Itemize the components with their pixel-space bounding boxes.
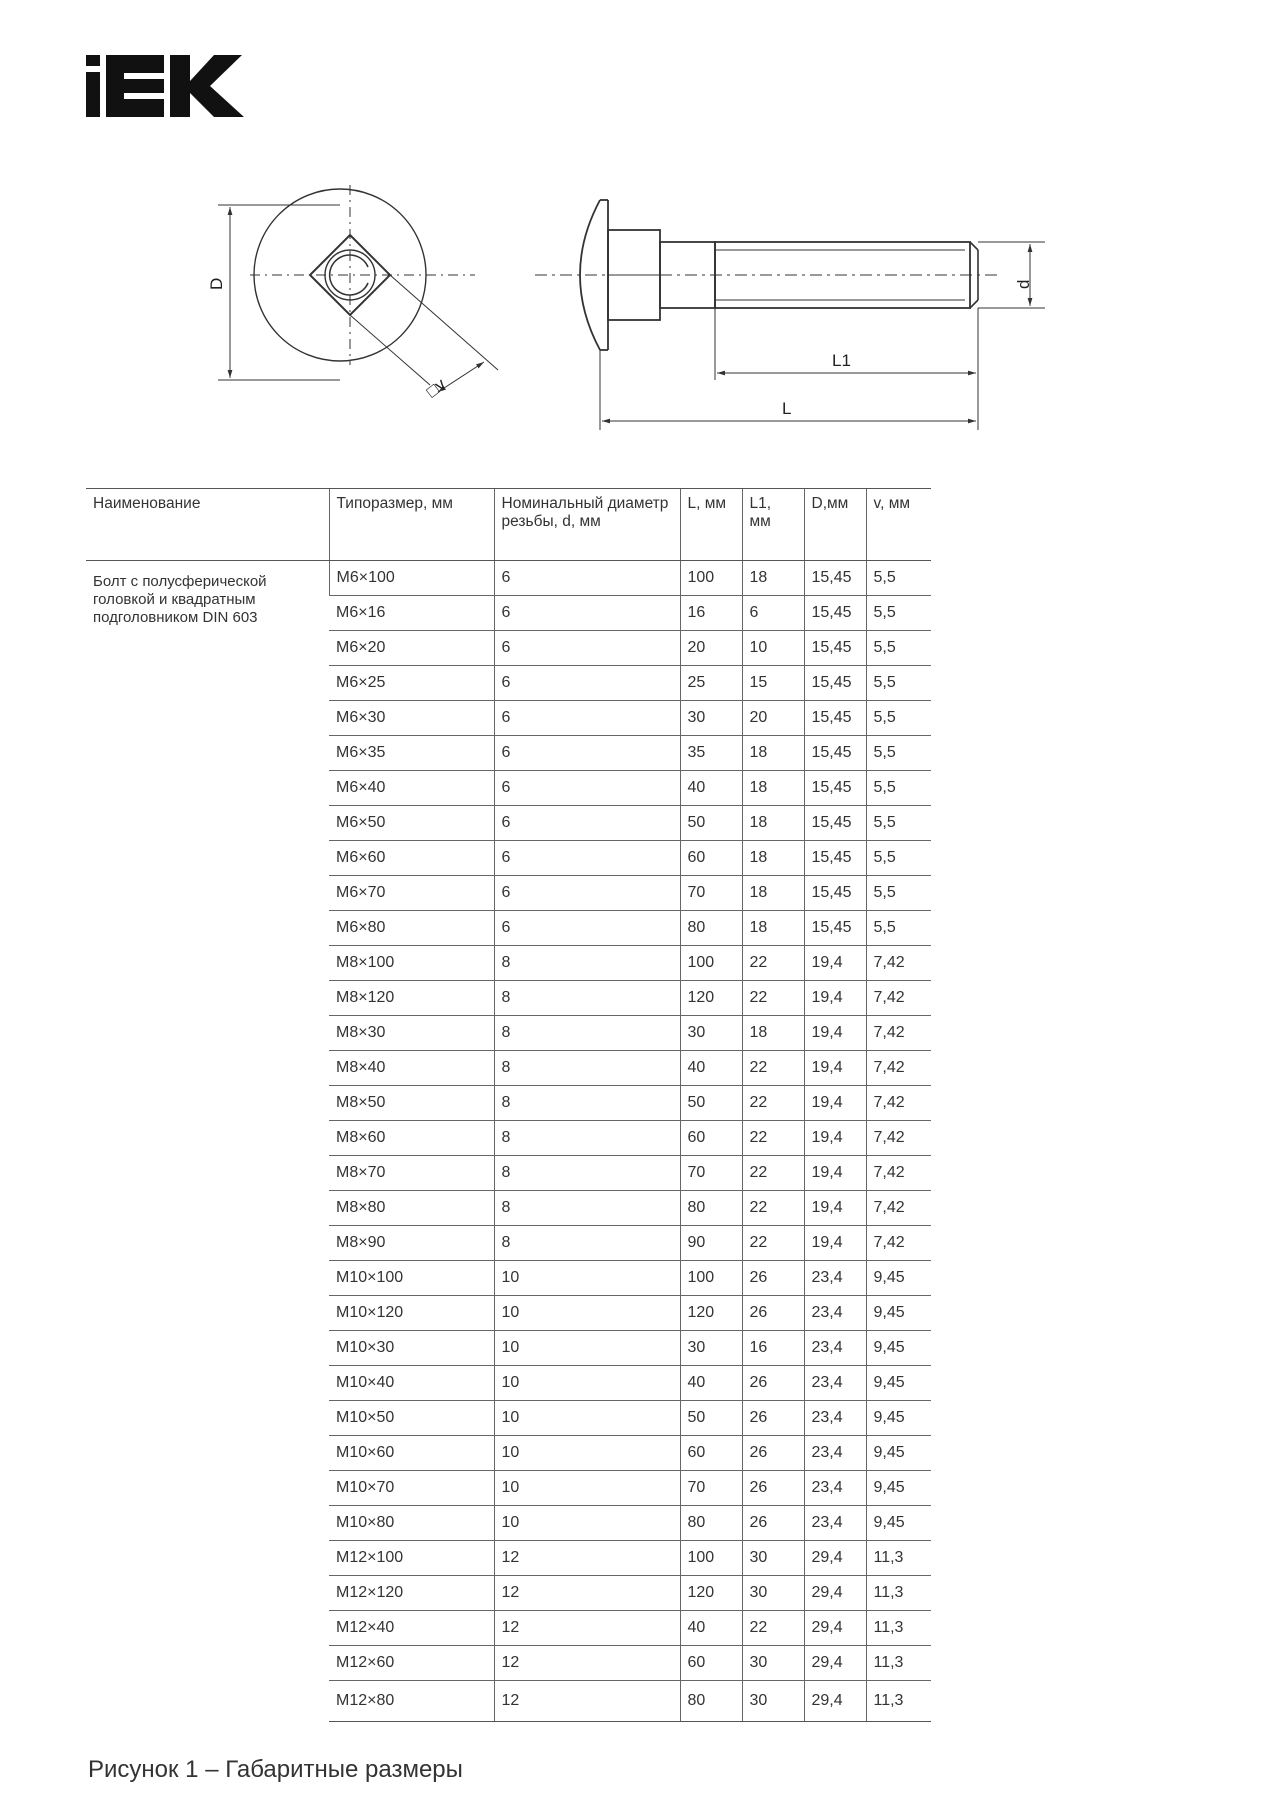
size-cell: M8×50 — [329, 1086, 494, 1121]
D-cell: 23,4 — [804, 1331, 866, 1366]
L1-cell: 26 — [742, 1506, 804, 1541]
L1-cell: 18 — [742, 841, 804, 876]
size-cell: M8×90 — [329, 1226, 494, 1261]
L-cell: 80 — [680, 1191, 742, 1226]
L-cell: 20 — [680, 631, 742, 666]
v-cell: 5,5 — [866, 876, 931, 911]
D-cell: 19,4 — [804, 1121, 866, 1156]
diameter-cell: 6 — [494, 771, 680, 806]
v-cell: 5,5 — [866, 841, 931, 876]
D-cell: 23,4 — [804, 1401, 866, 1436]
L1-cell: 26 — [742, 1436, 804, 1471]
diameter-cell: 6 — [494, 841, 680, 876]
L1-cell: 26 — [742, 1471, 804, 1506]
header-L: L, мм — [680, 489, 742, 561]
diameter-cell: 12 — [494, 1541, 680, 1576]
D-cell: 15,45 — [804, 841, 866, 876]
D-cell: 23,4 — [804, 1506, 866, 1541]
product-name-cell: Болт с полусферической головкой и квадратным подголовником DIN 603 — [86, 561, 329, 1722]
D-cell: 23,4 — [804, 1436, 866, 1471]
v-cell: 11,3 — [866, 1576, 931, 1611]
size-cell: M6×70 — [329, 876, 494, 911]
diameter-cell: 8 — [494, 1086, 680, 1121]
L-cell: 50 — [680, 806, 742, 841]
spec-table — [86, 488, 931, 1722]
v-cell: 7,42 — [866, 1226, 931, 1261]
diameter-cell: 12 — [494, 1576, 680, 1611]
L-cell: 70 — [680, 1471, 742, 1506]
diameter-cell: 8 — [494, 1121, 680, 1156]
L-cell: 90 — [680, 1226, 742, 1261]
diameter-cell: 6 — [494, 666, 680, 701]
diameter-cell: 10 — [494, 1401, 680, 1436]
size-cell: M10×30 — [329, 1331, 494, 1366]
L-cell: 40 — [680, 1611, 742, 1646]
diameter-cell: 6 — [494, 701, 680, 736]
D-cell: 15,45 — [804, 701, 866, 736]
diameter-cell: 6 — [494, 876, 680, 911]
diameter-cell: 6 — [494, 561, 680, 596]
size-cell: M12×40 — [329, 1611, 494, 1646]
D-cell: 19,4 — [804, 1226, 866, 1261]
L1-cell: 22 — [742, 1051, 804, 1086]
diameter-cell: 10 — [494, 1261, 680, 1296]
size-cell: M6×35 — [329, 736, 494, 771]
v-cell: 7,42 — [866, 1156, 931, 1191]
v-cell: 11,3 — [866, 1681, 931, 1722]
L1-cell: 22 — [742, 1156, 804, 1191]
L-cell: 60 — [680, 1121, 742, 1156]
D-cell: 15,45 — [804, 876, 866, 911]
L-cell: 40 — [680, 771, 742, 806]
v-cell: 7,42 — [866, 1191, 931, 1226]
L-cell: 60 — [680, 841, 742, 876]
L1-cell: 20 — [742, 701, 804, 736]
v-cell: 7,42 — [866, 1121, 931, 1156]
diameter-cell: 10 — [494, 1366, 680, 1401]
D-cell: 19,4 — [804, 1191, 866, 1226]
D-cell: 15,45 — [804, 771, 866, 806]
size-cell: M12×80 — [329, 1681, 494, 1722]
diameter-cell: 12 — [494, 1611, 680, 1646]
size-cell: M10×50 — [329, 1401, 494, 1436]
diameter-cell: 8 — [494, 1016, 680, 1051]
size-cell: M6×50 — [329, 806, 494, 841]
v-cell: 9,45 — [866, 1261, 931, 1296]
D-cell: 29,4 — [804, 1576, 866, 1611]
diameter-cell: 8 — [494, 1226, 680, 1261]
L1-cell: 30 — [742, 1646, 804, 1681]
L-cell: 60 — [680, 1436, 742, 1471]
v-cell: 7,42 — [866, 1016, 931, 1051]
D-cell: 19,4 — [804, 1016, 866, 1051]
L1-cell: 30 — [742, 1576, 804, 1611]
size-cell: M6×30 — [329, 701, 494, 736]
diameter-cell: 6 — [494, 736, 680, 771]
D-cell: 15,45 — [804, 911, 866, 946]
diameter-cell: 10 — [494, 1331, 680, 1366]
v-cell: 9,45 — [866, 1506, 931, 1541]
L-cell: 100 — [680, 561, 742, 596]
L1-cell: 18 — [742, 736, 804, 771]
L1-cell: 10 — [742, 631, 804, 666]
L-cell: 100 — [680, 1261, 742, 1296]
L-cell: 70 — [680, 876, 742, 911]
L1-cell: 26 — [742, 1296, 804, 1331]
diameter-cell: 8 — [494, 1191, 680, 1226]
D-cell: 23,4 — [804, 1296, 866, 1331]
L-cell: 70 — [680, 1156, 742, 1191]
diameter-cell: 10 — [494, 1506, 680, 1541]
table-header-row — [86, 489, 931, 561]
D-cell: 15,45 — [804, 596, 866, 631]
L-cell: 120 — [680, 1296, 742, 1331]
diameter-cell: 6 — [494, 596, 680, 631]
v-cell: 5,5 — [866, 701, 931, 736]
size-cell: M10×60 — [329, 1436, 494, 1471]
v-cell: 9,45 — [866, 1366, 931, 1401]
size-cell: M12×100 — [329, 1541, 494, 1576]
D-cell: 23,4 — [804, 1366, 866, 1401]
D-cell: 19,4 — [804, 1086, 866, 1121]
L-cell: 40 — [680, 1051, 742, 1086]
size-cell: M10×40 — [329, 1366, 494, 1401]
v-cell: 5,5 — [866, 771, 931, 806]
D-cell: 29,4 — [804, 1611, 866, 1646]
label-L1: L1 — [832, 351, 851, 370]
size-cell: M8×60 — [329, 1121, 494, 1156]
size-cell: M6×100 — [329, 561, 494, 596]
L1-cell: 30 — [742, 1541, 804, 1576]
table-row — [86, 561, 931, 596]
diameter-cell: 10 — [494, 1296, 680, 1331]
size-cell: M8×40 — [329, 1051, 494, 1086]
L1-cell: 22 — [742, 1121, 804, 1156]
L1-cell: 26 — [742, 1401, 804, 1436]
D-cell: 19,4 — [804, 946, 866, 981]
size-cell: M12×120 — [329, 1576, 494, 1611]
L-cell: 60 — [680, 1646, 742, 1681]
v-cell: 7,42 — [866, 981, 931, 1016]
v-cell: 9,45 — [866, 1436, 931, 1471]
diameter-cell: 12 — [494, 1681, 680, 1722]
diameter-cell: 6 — [494, 911, 680, 946]
L1-cell: 18 — [742, 911, 804, 946]
header-name: Наименование — [86, 489, 329, 561]
D-cell: 19,4 — [804, 1156, 866, 1191]
header-size: Типоразмер, мм — [329, 489, 494, 561]
L-cell: 50 — [680, 1401, 742, 1436]
L1-cell: 22 — [742, 1226, 804, 1261]
diameter-cell: 12 — [494, 1646, 680, 1681]
L1-cell: 26 — [742, 1366, 804, 1401]
size-cell: M8×30 — [329, 1016, 494, 1051]
diameter-cell: 8 — [494, 1051, 680, 1086]
L1-cell: 16 — [742, 1331, 804, 1366]
L1-cell: 6 — [742, 596, 804, 631]
D-cell: 19,4 — [804, 981, 866, 1016]
v-cell: 5,5 — [866, 666, 931, 701]
label-v: □v — [422, 374, 450, 402]
v-cell: 9,45 — [866, 1331, 931, 1366]
bolt-dimension-drawing — [0, 180, 1280, 450]
size-cell: M8×80 — [329, 1191, 494, 1226]
size-cell: M12×60 — [329, 1646, 494, 1681]
diameter-cell: 8 — [494, 946, 680, 981]
size-cell: M10×120 — [329, 1296, 494, 1331]
L-cell: 30 — [680, 701, 742, 736]
size-cell: M8×120 — [329, 981, 494, 1016]
v-cell: 5,5 — [866, 806, 931, 841]
v-cell: 9,45 — [866, 1296, 931, 1331]
size-cell: M10×70 — [329, 1471, 494, 1506]
header-diameter: Номинальный диаметр резьбы, d, мм — [494, 489, 680, 561]
size-cell: M8×100 — [329, 946, 494, 981]
L1-cell: 18 — [742, 561, 804, 596]
L-cell: 30 — [680, 1331, 742, 1366]
size-cell: M10×80 — [329, 1506, 494, 1541]
L-cell: 80 — [680, 1506, 742, 1541]
L-cell: 80 — [680, 1681, 742, 1722]
D-cell: 15,45 — [804, 666, 866, 701]
D-cell: 23,4 — [804, 1261, 866, 1296]
diameter-cell: 10 — [494, 1471, 680, 1506]
L-cell: 80 — [680, 911, 742, 946]
L1-cell: 15 — [742, 666, 804, 701]
size-cell: M6×60 — [329, 841, 494, 876]
size-cell: M6×20 — [329, 631, 494, 666]
D-cell: 29,4 — [804, 1681, 866, 1722]
L-cell: 100 — [680, 1541, 742, 1576]
L1-cell: 18 — [742, 771, 804, 806]
L-cell: 16 — [680, 596, 742, 631]
D-cell: 23,4 — [804, 1471, 866, 1506]
D-cell: 15,45 — [804, 806, 866, 841]
v-cell: 7,42 — [866, 1051, 931, 1086]
figure-caption: Рисунок 1 – Габаритные размеры — [88, 1756, 463, 1783]
v-cell: 5,5 — [866, 911, 931, 946]
diameter-cell: 10 — [494, 1436, 680, 1471]
L1-cell: 22 — [742, 1611, 804, 1646]
v-cell: 5,5 — [866, 596, 931, 631]
header-D: D,мм — [804, 489, 866, 561]
D-cell: 29,4 — [804, 1541, 866, 1576]
header-L1: L1, мм — [742, 489, 804, 561]
size-cell: M6×16 — [329, 596, 494, 631]
header-v: v, мм — [866, 489, 931, 561]
L1-cell: 22 — [742, 1086, 804, 1121]
v-cell: 5,5 — [866, 561, 931, 596]
D-cell: 15,45 — [804, 736, 866, 771]
v-cell: 7,42 — [866, 946, 931, 981]
L1-cell: 22 — [742, 981, 804, 1016]
v-cell: 5,5 — [866, 631, 931, 666]
size-cell: M6×40 — [329, 771, 494, 806]
L1-cell: 26 — [742, 1261, 804, 1296]
label-d: d — [1014, 279, 1033, 289]
diameter-cell: 6 — [494, 806, 680, 841]
diameter-cell: 6 — [494, 631, 680, 666]
L1-cell: 30 — [742, 1681, 804, 1722]
L1-cell: 22 — [742, 946, 804, 981]
size-cell: M10×100 — [329, 1261, 494, 1296]
diameter-cell: 8 — [494, 1156, 680, 1191]
L1-cell: 18 — [742, 876, 804, 911]
iek-logo — [86, 55, 244, 117]
size-cell: M6×80 — [329, 911, 494, 946]
v-cell: 5,5 — [866, 736, 931, 771]
L1-cell: 18 — [742, 806, 804, 841]
v-cell: 11,3 — [866, 1646, 931, 1681]
v-cell: 7,42 — [866, 1086, 931, 1121]
D-cell: 19,4 — [804, 1051, 866, 1086]
v-cell: 9,45 — [866, 1471, 931, 1506]
D-cell: 15,45 — [804, 631, 866, 666]
diameter-cell: 8 — [494, 981, 680, 1016]
L1-cell: 18 — [742, 1016, 804, 1051]
L-cell: 120 — [680, 981, 742, 1016]
label-D: D — [207, 277, 226, 290]
label-L: L — [782, 399, 792, 418]
L-cell: 25 — [680, 666, 742, 701]
v-cell: 11,3 — [866, 1611, 931, 1646]
L1-cell: 22 — [742, 1191, 804, 1226]
L-cell: 40 — [680, 1366, 742, 1401]
v-cell: 11,3 — [866, 1541, 931, 1576]
D-cell: 15,45 — [804, 561, 866, 596]
L-cell: 35 — [680, 736, 742, 771]
size-cell: M8×70 — [329, 1156, 494, 1191]
L-cell: 30 — [680, 1016, 742, 1051]
L-cell: 120 — [680, 1576, 742, 1611]
L-cell: 50 — [680, 1086, 742, 1121]
size-cell: M6×25 — [329, 666, 494, 701]
D-cell: 29,4 — [804, 1646, 866, 1681]
L-cell: 100 — [680, 946, 742, 981]
v-cell: 9,45 — [866, 1401, 931, 1436]
